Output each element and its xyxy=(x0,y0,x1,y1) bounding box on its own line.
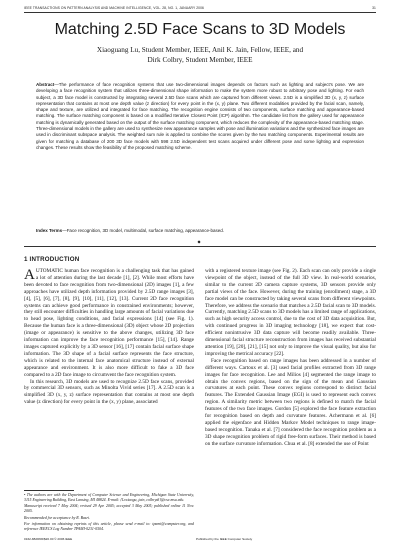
right-paragraph-2: Face recognition based on range images has been addressed in a number of different ways. Cartoux et al. [3] used facial profiles extracted from 3D range images for face recognition. Lee and Milios [4] segmented the range image to obtain the convex regions, based on the sign of the mean and Gaussian curvatures at each point. These convex regions correspond to distinct facial features. The Extended Gaussian Image (EGI) is used to represent each convex region. A similarity metric between two regions is defined to match the facial features of the two face images. Gordon [5] explored the face feature extraction for recognition based on depth and curvature features. Achermann et al. [6] applied the eigenface and Hidden Markov Model techniques to range image-based recognition. Tanaka et al. [7] considered the face recognition problem as a 3D shape recognition problem of rigid free-form surfaces. Their method is based on the surface curvature information. Chua et al. [8] extended the use of Point xyxy=(205,357,376,447)
authors-line-2: Dirk Colbry, Student Member, IEEE xyxy=(147,56,253,64)
right-column xyxy=(205,268,376,448)
index-terms xyxy=(36,228,364,234)
abstract xyxy=(36,82,364,151)
drop-cap: A xyxy=(24,267,35,283)
footer-publisher: Published by the IEEE Computer Society xyxy=(195,537,253,541)
paper-title: Matching 2.5D Face Scans to 3D Models xyxy=(54,21,346,38)
journal-header: IEEE TRANSACTIONS ON PATTERN ANALYSIS AND MACHINE INTELLIGENCE, VOL. 28, NO. 1, JANUARY 2006 xyxy=(24,6,204,10)
footnote-affiliation: • The authors are with the Department of Computer Science and Engineering, Michigan State University, 3115 Engineering Building, East Lansing, MI 48824. E-mail: {Lvxiaogu, jain, colbrydi}@cse.msu.edu. xyxy=(24,493,194,502)
authors-line-1: Xiaoguang Lu, Student Member, IEEE, Anil K. Jain, Fellow, IEEE, and xyxy=(96,46,304,54)
section-heading: 1 INTRODUCTION xyxy=(24,256,80,263)
page-number: 31 xyxy=(372,6,376,10)
page-footer xyxy=(24,537,376,541)
footer-copyright: 0162-8828/06/$20.00 © 2006 IEEE xyxy=(24,537,73,541)
index-terms-label: Index Terms xyxy=(36,228,63,233)
footnote-rule xyxy=(24,490,74,491)
header-rule xyxy=(24,12,376,13)
running-head xyxy=(0,6,400,10)
index-terms-text: —Face recognition, 3D model, multimodal, surface matching, appearance-based. xyxy=(62,228,225,233)
author-list xyxy=(40,45,360,65)
footnotes xyxy=(24,493,194,533)
left-column xyxy=(24,268,194,406)
separator-mark: ◆ xyxy=(197,239,203,244)
abstract-label: Abstract xyxy=(36,82,55,87)
intro-paragraph-2: In this research, 3D models are used to recognize 2.5D face scans, provided by commercial 3D sensors, such as Minolta Vivid series [17]. A 2.5D scan is a simplified 3D (x, y, z) surface representation that contains at most one depth value (z direction) for every point in the (x, y) plane, associated xyxy=(24,378,194,406)
footnote-reprints: For information on obtaining reprints of this article, please send e-mail to: tpami@computer.org, and reference IEEECS Log Number TPAMI-0231-0504. xyxy=(24,522,194,531)
right-paragraph-1: with a registered texture image (see Fig. 2). Each scan can only provide a single viewpoint of the object, instead of the full 3D view. In real-world scenarios, similar to the current 2D camera capture systems, 3D sensors provide only partial views of the face. However, during the training (enrollment) stage, a 3D face model can be constructed by taking several scans from different viewpoints. Therefore, we address the scenario that matches a 2.5D facial scan to 3D models. Currently, matching 2.5D scans to 3D models has a limited range of applications, such as high security access control, due to the cost of 3D data acquisition. But, with continued progress in 3D imaging technology [18], we expect that cost-efficient nonintrusive 3D data capture will become readily available. Three-dimensional facial structure reconstruction from images has received substantial attention [19], [20], [21], [15] not only to improve the visual quality, but also for improving the metrical accuracy [22]. xyxy=(205,268,376,357)
abstract-rule xyxy=(24,246,376,247)
intro-paragraph-1 xyxy=(24,268,194,379)
footnote-editor: Recommended for acceptance by R. Basri. xyxy=(24,515,91,520)
intro-paragraph-1-text: UTOMATIC human face recognition is a challenging task that has gained a lot of attention during the last decade [1], [2]. While most efforts have been devoted to face recognition from two-dimensional (2D) images [1], a few approaches have utilized depth information provided by 2.5D range images [3], [4], [5], [6], [7], [8], [9], [10], [11], [12], [13]. Current 2D face recognition systems can achieve good performance in constrained environments; however, they still encounter difficulties in handling large amounts of facial variations due to head pose, lighting conditions, and facial expressions [14] (see Fig. 1). Because the human face is a three-dimensional (3D) object whose 2D projection (image or appearance) is sensitive to the above changes, utilizing 3D face information can improve the face recognition performance [15], [14]. Range images captured explicitly by a 3D sensor [16], [17] contain facial surface shape information. The 3D shape of a facial surface represents the face structure, which is related to the internal face anatomical structure instead of external appearance and environment. It is also more difficult to fake a 3D face compared to a 2D face image to circumvent the face recognition system. xyxy=(24,268,194,378)
abstract-text: —The performance of face recognition systems that use two-dimensional images depends on factors such as lighting and subject's pose. We are developing a face recognition system that utilizes three-dimensional shape information to make the system more robust to arbitrary pose and lighting. For each subject, a 3D face model is constructed by integrating several 2.5D face scans which are captured from different views. 2.5D is a simplified 3D (x, y, z) surface representation that contains at most one depth value (z direction) for every point in the (x, y) plane. Two different modalities provided by the facial scan, namely, shape and texture, are utilized and integrated for face matching. The recognition engine consists of two components, surface matching and appearance-based matching. The surface matching component is based on a modified Iterative Closest Point (ICP) algorithm. The candidate list from the gallery used for appearance matching is dynamically generated based on the output of the surface matching component, which reduces the complexity of the appearance-based matching stage. Three-dimensional models in the gallery are used to synthesize new appearance samples with pose and illumination variations and the synthesized face images are used in discriminant subspace analysis. The weighted sum rule is applied to combine the scores given by the two matching components. Experimental results are given for matching a database of 200 3D face models with 598 2.5D independent test scans acquired under different pose and some lighting and expression changes. These results show the feasibility of the proposed matching scheme. xyxy=(36,82,364,150)
footnote-manuscript: Manuscript received 7 May 2004; revised 29 Apr. 2005; accepted 3 May 2005; published online 11 Nov. 2005. xyxy=(24,504,194,514)
